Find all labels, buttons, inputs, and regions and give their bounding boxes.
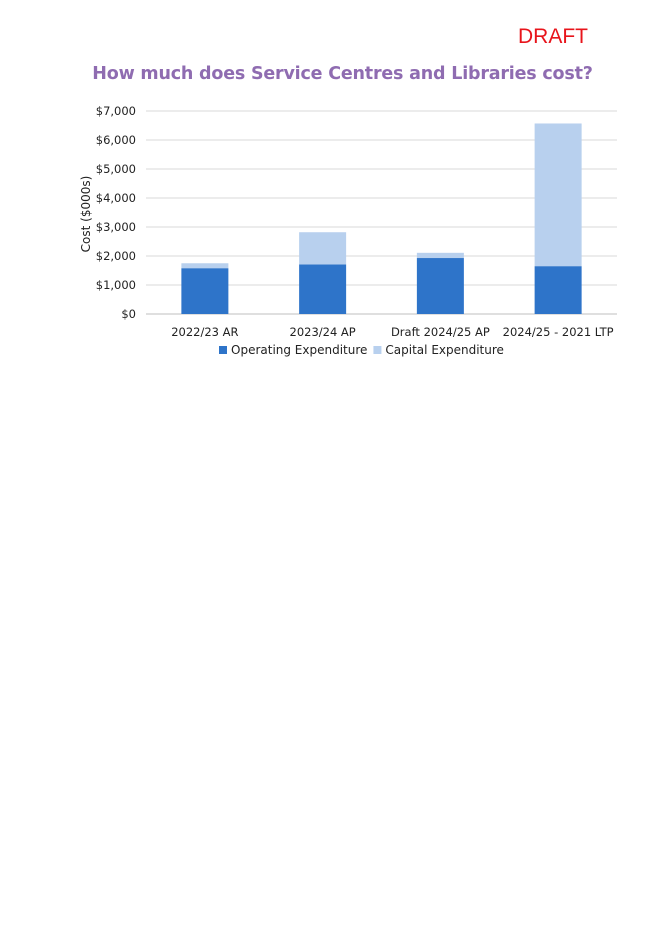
bar-capital-3: [535, 123, 582, 266]
chart-title: How much does Service Centres and Libraries cost?: [92, 64, 593, 84]
legend-swatch-operating: [219, 346, 227, 354]
legend-swatch-capital: [373, 346, 381, 354]
legend-label-operating: Operating Expenditure: [231, 343, 368, 357]
y-tick-label: $2,000: [95, 249, 136, 263]
y-tick-label: $1,000: [95, 278, 136, 292]
x-tick-labels: [171, 325, 613, 339]
y-tick-label: $4,000: [95, 191, 136, 205]
y-tick-label: $0: [121, 307, 136, 321]
x-tick-label: Draft 2024/25 AP: [390, 325, 490, 339]
x-tick-label: 2023/24 AP: [289, 325, 356, 339]
bar-operating-3: [535, 266, 582, 314]
bar-operating-2: [417, 258, 464, 314]
y-tick-label: $5,000: [95, 162, 136, 176]
x-tick-label: 2024/25 - 2021 LTP: [502, 325, 614, 339]
bar-capital-2: [417, 253, 464, 258]
legend: [219, 343, 504, 357]
draft-watermark: DRAFT: [518, 25, 588, 48]
y-tick-label: $7,000: [95, 104, 136, 118]
y-tick-labels: [96, 104, 136, 321]
bar-operating-1: [299, 264, 346, 314]
y-axis-title: Cost ($000s): [79, 175, 93, 253]
x-tick-label: 2022/23 AR: [171, 325, 239, 339]
y-tick-label: $3,000: [95, 220, 136, 234]
bar-capital-1: [299, 232, 346, 264]
bar-operating-0: [181, 268, 228, 314]
bar-capital-0: [181, 263, 228, 268]
y-tick-label: $6,000: [95, 133, 136, 147]
legend-label-capital: Capital Expenditure: [385, 343, 504, 357]
